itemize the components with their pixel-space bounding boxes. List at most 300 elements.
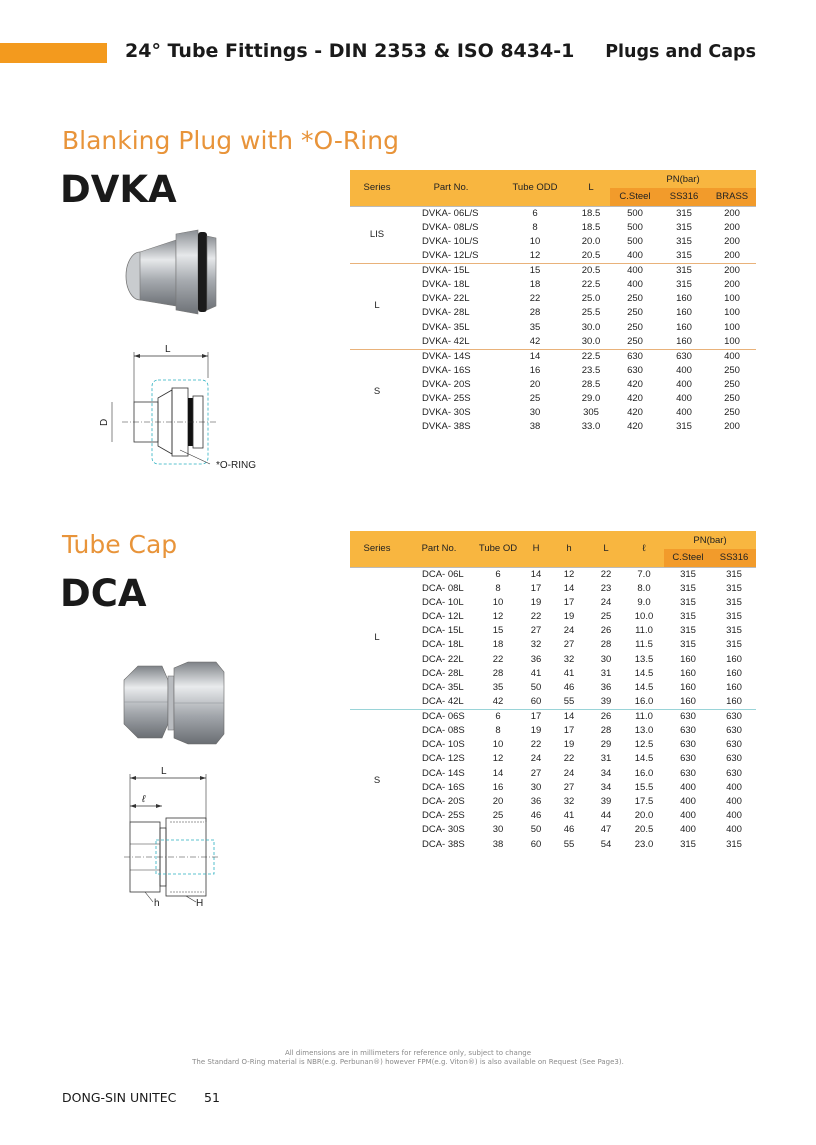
value-cell: 16 [529, 364, 541, 376]
value-cell: 28 [529, 307, 541, 319]
table-row [350, 624, 756, 638]
value-cell: 22 [529, 293, 541, 305]
value-cell: 14 [550, 710, 588, 725]
value-cell: 315 [664, 567, 712, 582]
value-cell: 30 [529, 407, 541, 419]
value-cell: 20.0 [581, 235, 601, 247]
value-cell: 420 [627, 407, 643, 419]
value-cell: 200 [724, 235, 740, 247]
value-cell: 54 [600, 838, 612, 850]
value-cell: 400 [676, 393, 692, 405]
drawing-label-l: ℓ [142, 794, 146, 805]
value-cell: 160 [680, 653, 696, 665]
tube-cap-photo [118, 658, 228, 748]
value-cell: 630 [680, 739, 696, 751]
table-row [350, 781, 756, 795]
col-l: L [572, 170, 610, 206]
value-cell: 630 [664, 710, 712, 725]
value-cell: 315 [676, 249, 692, 261]
value-cell: 41 [563, 810, 575, 822]
value-cell: 18.5 [581, 221, 601, 233]
value-cell: 250 [627, 307, 643, 319]
drawing-label-L: L [165, 344, 171, 355]
table-row [350, 263, 756, 278]
value-cell: 29 [600, 739, 612, 751]
value-cell: 50 [530, 681, 542, 693]
dca-subtitle: Tube Cap [62, 530, 178, 559]
value-cell: 160 [676, 321, 692, 333]
value-cell: 400 [680, 781, 696, 793]
value-cell: 8.0 [637, 582, 651, 594]
value-cell: 25.5 [581, 307, 601, 319]
value-cell: 250 [724, 364, 740, 376]
value-cell: 27 [530, 625, 542, 637]
part-no-cell: DCA- 06L [404, 567, 474, 582]
value-cell: 20.5 [572, 263, 610, 278]
value-cell: 27 [563, 639, 575, 651]
col-part-no: Part No. [404, 170, 498, 206]
value-cell: 315 [680, 625, 696, 637]
value-cell: 315 [680, 582, 696, 594]
section-name: Plugs and Caps [605, 42, 756, 62]
value-cell: 41 [563, 667, 575, 679]
value-cell: 39 [600, 696, 612, 707]
value-cell: 10.0 [634, 610, 654, 622]
blanking-plug-photo [118, 226, 228, 316]
table-row [350, 596, 756, 610]
value-cell: 22.5 [581, 278, 601, 290]
value-cell: 315 [660, 206, 708, 221]
value-cell: 160 [680, 696, 696, 707]
part-no-cell: DVKA- 16S [422, 364, 471, 376]
part-no-cell: DVKA- 18L [422, 278, 470, 290]
value-cell: 315 [726, 582, 742, 594]
value-cell: 35 [492, 681, 504, 693]
value-cell: 35 [529, 321, 541, 333]
part-no-cell: DVKA- 06L/S [404, 206, 498, 221]
value-cell: 9.0 [637, 596, 651, 608]
value-cell: 41 [530, 667, 542, 679]
value-cell: 24 [530, 753, 542, 765]
value-cell: 42 [492, 696, 504, 707]
part-no-cell: DVKA- 14S [404, 349, 498, 364]
value-cell: 17.5 [634, 796, 654, 808]
col-tube-od: Tube OD [474, 531, 522, 567]
value-cell: 32 [530, 639, 542, 651]
value-cell: 20 [529, 378, 541, 390]
value-cell: 305 [583, 407, 599, 419]
value-cell: 31 [600, 753, 612, 765]
part-no-cell: DVKA- 28L [422, 307, 470, 319]
table-row [350, 364, 756, 378]
value-cell: 630 [680, 767, 696, 779]
table-row [350, 392, 756, 406]
value-cell: 29.0 [581, 393, 601, 405]
value-cell: 30 [492, 824, 504, 836]
value-cell: 315 [726, 625, 742, 637]
value-cell: 46 [563, 681, 575, 693]
table-row [350, 378, 756, 392]
value-cell: 12 [492, 610, 504, 622]
value-cell: 30 [600, 653, 612, 665]
table-row [350, 306, 756, 320]
value-cell: 19 [563, 610, 575, 622]
series-cell: LIS [350, 206, 404, 263]
value-cell: 28.5 [581, 378, 601, 390]
value-cell: 630 [726, 753, 742, 765]
value-cell: 15.5 [634, 781, 654, 793]
value-cell: 14.5 [634, 667, 654, 679]
value-cell: 22 [563, 753, 575, 765]
table-row [350, 249, 756, 264]
series-cell: L [350, 263, 404, 349]
table-row [350, 695, 756, 710]
dca-spec-table [350, 531, 756, 852]
dvka-subtitle: Blanking Plug with *O-Ring [62, 126, 399, 155]
table-row [350, 767, 756, 781]
value-cell: 630 [726, 767, 742, 779]
value-cell: 315 [680, 610, 696, 622]
value-cell: 34 [600, 767, 612, 779]
dvka-spec-table [350, 170, 756, 435]
col-tube-od: Tube ODD [498, 170, 572, 206]
footer-note-2: The Standard O-Ring material is NBR(e.g. Perbunan®) however FPM(e.g. Viton®) is also available on Request (See Page3). [192, 1058, 624, 1066]
value-cell: 25 [529, 393, 541, 405]
col-c-steel: C.Steel [664, 549, 712, 567]
value-cell: 160 [676, 293, 692, 305]
value-cell: 36 [600, 681, 612, 693]
value-cell: 16.0 [634, 767, 654, 779]
value-cell: 20.5 [634, 824, 654, 836]
value-cell: 630 [610, 349, 660, 364]
value-cell: 16 [492, 781, 504, 793]
value-cell: 32 [563, 653, 575, 665]
value-cell: 160 [676, 307, 692, 319]
value-cell: 400 [676, 407, 692, 419]
col-pn: PN(bar) [664, 531, 756, 549]
value-cell: 630 [680, 753, 696, 765]
value-cell: 630 [726, 725, 742, 737]
value-cell: 400 [680, 824, 696, 836]
part-no-cell: DCA- 15L [422, 625, 464, 637]
part-no-cell: DCA- 18L [422, 639, 464, 651]
value-cell: 17 [563, 725, 575, 737]
value-cell: 315 [680, 596, 696, 608]
value-cell: 31 [600, 667, 612, 679]
part-no-cell: DCA- 20S [422, 796, 465, 808]
drawing-label-h: h [154, 898, 160, 909]
value-cell: 315 [726, 596, 742, 608]
part-no-cell: DVKA- 12L/S [422, 249, 479, 261]
value-cell: 200 [724, 221, 740, 233]
value-cell: 25 [492, 810, 504, 822]
part-no-cell: DCA- 38S [422, 838, 465, 850]
value-cell: 100 [724, 293, 740, 305]
value-cell: 500 [627, 221, 643, 233]
value-cell: 25 [600, 610, 612, 622]
table-row [350, 221, 756, 235]
part-no-cell: DVKA- 35L [422, 321, 470, 333]
value-cell: 23.0 [634, 838, 654, 850]
value-cell: 28 [492, 667, 504, 679]
value-cell: 250 [724, 378, 740, 390]
table-row [350, 724, 756, 738]
value-cell: 160 [726, 667, 742, 679]
value-cell: 14 [522, 567, 550, 582]
table-row [350, 838, 756, 852]
value-cell: 26 [600, 625, 612, 637]
col-ss316: SS316 [712, 549, 756, 567]
part-no-cell: DCA- 10L [422, 596, 464, 608]
table-row [350, 567, 756, 582]
col-H: H [522, 531, 550, 567]
col-l: ℓ [624, 531, 664, 567]
table-row [350, 582, 756, 596]
value-cell: 28 [600, 725, 612, 737]
value-cell: 315 [676, 278, 692, 290]
value-cell: 6 [498, 206, 572, 221]
part-no-cell: DVKA- 25S [422, 393, 471, 405]
value-cell: 160 [726, 653, 742, 665]
table-row [350, 235, 756, 249]
value-cell: 630 [680, 725, 696, 737]
table-row [350, 752, 756, 766]
value-cell: 250 [724, 407, 740, 419]
value-cell: 36 [530, 796, 542, 808]
value-cell: 500 [627, 235, 643, 247]
value-cell: 6 [474, 567, 522, 582]
value-cell: 22 [492, 653, 504, 665]
col-ss316: SS316 [660, 188, 708, 206]
value-cell: 11.5 [635, 639, 653, 651]
value-cell: 22 [530, 610, 542, 622]
value-cell: 200 [724, 278, 740, 290]
value-cell: 8 [532, 221, 538, 233]
value-cell: 315 [676, 221, 692, 233]
value-cell: 160 [726, 696, 742, 707]
value-cell: 14 [492, 767, 504, 779]
series-cell: S [350, 710, 404, 852]
value-cell: 420 [627, 421, 643, 433]
page-title: 24° Tube Fittings - DIN 2353 & ISO 8434-1 [125, 40, 575, 62]
value-cell: 400 [726, 824, 742, 836]
value-cell: 100 [724, 321, 740, 333]
value-cell: 8 [495, 725, 501, 737]
table-row [350, 292, 756, 306]
value-cell: 25.0 [581, 293, 601, 305]
part-no-cell: DVKA- 15L [404, 263, 498, 278]
table-row [350, 406, 756, 420]
value-cell: 14.5 [634, 681, 654, 693]
part-no-cell: DCA- 28L [422, 667, 464, 679]
value-cell: 19 [563, 739, 575, 751]
part-no-cell: DVKA- 42L [422, 335, 470, 347]
table-row [350, 681, 756, 695]
value-cell: 420 [627, 378, 643, 390]
value-cell: 38 [492, 838, 504, 850]
col-brass: BRASS [708, 188, 756, 206]
value-cell: 14 [498, 349, 572, 364]
blanking-plug-drawing [92, 338, 272, 478]
col-series: Series [350, 531, 404, 567]
dca-code: DCA [60, 572, 147, 615]
value-cell: 46 [563, 824, 575, 836]
value-cell: 17 [530, 582, 542, 594]
value-cell: 13.5 [634, 653, 654, 665]
value-cell: 12 [492, 753, 504, 765]
value-cell: 100 [724, 335, 740, 347]
value-cell: 38 [529, 421, 541, 433]
col-part-no: Part No. [404, 531, 474, 567]
part-no-cell: DVKA- 10L/S [422, 235, 479, 247]
value-cell: 15 [492, 625, 504, 637]
value-cell: 200 [724, 421, 740, 433]
table-row [350, 320, 756, 334]
value-cell: 8 [495, 582, 501, 594]
part-no-cell: DVKA- 30S [422, 407, 471, 419]
table-row [350, 710, 756, 725]
table-row [350, 823, 756, 837]
part-no-cell: DCA- 08L [422, 582, 464, 594]
value-cell: 24 [600, 596, 612, 608]
value-cell: 315 [660, 263, 708, 278]
value-cell: 28 [600, 639, 612, 651]
col-pn: PN(bar) [610, 170, 756, 188]
value-cell: 500 [610, 206, 660, 221]
dvka-table-body [350, 206, 756, 435]
value-cell: 22 [530, 739, 542, 751]
table-row [350, 667, 756, 681]
footer-note-1: All dimensions are in millimeters for reference only, subject to change [284, 1049, 532, 1057]
value-cell: 19 [530, 596, 542, 608]
value-cell: 19 [530, 725, 542, 737]
value-cell: 315 [726, 639, 742, 651]
value-cell: 630 [726, 739, 742, 751]
value-cell: 33.0 [581, 421, 601, 433]
value-cell: 55 [563, 838, 575, 850]
part-no-cell: DVKA- 38S [422, 421, 471, 433]
value-cell: 10 [529, 235, 541, 247]
part-no-cell: DVKA- 20S [422, 378, 471, 390]
value-cell: 18 [529, 278, 541, 290]
value-cell: 100 [724, 307, 740, 319]
value-cell: 14 [563, 582, 575, 594]
dca-table-body [350, 567, 756, 852]
value-cell: 27 [530, 767, 542, 779]
value-cell: 400 [610, 263, 660, 278]
col-series: Series [350, 170, 404, 206]
value-cell: 12.5 [634, 739, 654, 751]
value-cell: 630 [712, 710, 756, 725]
part-no-cell: DCA- 08S [422, 725, 465, 737]
value-cell: 315 [676, 421, 692, 433]
value-cell: 400 [708, 349, 756, 364]
value-cell: 20.0 [634, 810, 654, 822]
value-cell: 16.0 [634, 696, 654, 707]
value-cell: 400 [680, 796, 696, 808]
value-cell: 200 [708, 263, 756, 278]
dvka-code: DVKA [60, 168, 177, 211]
part-no-cell: DCA- 12S [422, 753, 465, 765]
value-cell: 7.0 [624, 567, 664, 582]
value-cell: 22.5 [572, 349, 610, 364]
value-cell: 400 [676, 378, 692, 390]
value-cell: 30.0 [581, 335, 601, 347]
value-cell: 30 [530, 781, 542, 793]
part-no-cell: DCA- 22L [422, 653, 464, 665]
part-no-cell: DCA- 25S [422, 810, 465, 822]
part-no-cell: DCA- 10S [422, 739, 465, 751]
table-row [350, 809, 756, 823]
part-no-cell: DCA- 12L [422, 610, 464, 622]
value-cell: 250 [724, 393, 740, 405]
table-row [350, 206, 756, 221]
part-no-cell: DVKA- 08L/S [422, 221, 479, 233]
value-cell: 14.5 [634, 753, 654, 765]
part-no-cell: DCA- 06S [404, 710, 474, 725]
value-cell: 630 [627, 364, 643, 376]
value-cell: 200 [724, 249, 740, 261]
part-no-cell: DCA- 42L [422, 696, 464, 707]
value-cell: 250 [627, 335, 643, 347]
value-cell: 60 [530, 838, 542, 850]
series-cell: L [350, 567, 404, 710]
part-no-cell: DVKA- 22L [422, 293, 470, 305]
value-cell: 39 [600, 796, 612, 808]
value-cell: 200 [708, 206, 756, 221]
footer-brand: DONG-SIN UNITEC [62, 1090, 177, 1105]
value-cell: 160 [680, 667, 696, 679]
col-c-steel: C.Steel [610, 188, 660, 206]
value-cell: 20 [492, 796, 504, 808]
value-cell: 42 [529, 335, 541, 347]
table-row [350, 278, 756, 292]
part-no-cell: DCA- 35L [422, 681, 464, 693]
part-no-cell: DCA- 14S [422, 767, 465, 779]
drawing-label-L2: L [161, 766, 167, 777]
table-row [350, 610, 756, 624]
table-row [350, 795, 756, 809]
value-cell: 50 [530, 824, 542, 836]
table-row [350, 420, 756, 434]
value-cell: 11.0 [624, 710, 664, 725]
value-cell: 400 [676, 364, 692, 376]
value-cell: 32 [563, 796, 575, 808]
value-cell: 55 [563, 696, 575, 707]
value-cell: 400 [627, 249, 643, 261]
value-cell: 23.5 [581, 364, 601, 376]
table-row [350, 349, 756, 364]
value-cell: 23 [600, 582, 612, 594]
table-row [350, 652, 756, 666]
value-cell: 11.0 [635, 625, 653, 637]
value-cell: 12 [550, 567, 588, 582]
col-L: L [588, 531, 624, 567]
value-cell: 160 [676, 335, 692, 347]
value-cell: 44 [600, 810, 612, 822]
value-cell: 400 [726, 796, 742, 808]
value-cell: 26 [588, 710, 624, 725]
value-cell: 10 [492, 739, 504, 751]
tube-cap-drawing [120, 762, 230, 912]
header-accent-bar [0, 43, 107, 63]
value-cell: 60 [530, 696, 542, 707]
drawing-label-H: H [196, 898, 204, 909]
value-cell: 315 [680, 838, 696, 850]
value-cell: 160 [726, 681, 742, 693]
series-cell: S [350, 349, 404, 434]
value-cell: 24 [563, 625, 575, 637]
